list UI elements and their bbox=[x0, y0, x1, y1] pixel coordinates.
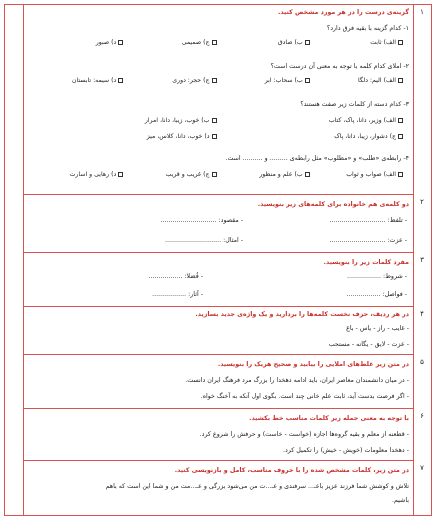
number-column-line bbox=[413, 5, 414, 515]
question-title: دو کلمه‌ی هم خانواده برای کلمه‌های زیر بنویسید. bbox=[257, 201, 409, 208]
question-1 bbox=[24, 5, 424, 195]
options-row bbox=[30, 39, 403, 46]
checkbox-icon[interactable] bbox=[118, 40, 123, 45]
checkbox-icon[interactable] bbox=[118, 78, 123, 83]
checkbox-icon[interactable] bbox=[305, 78, 310, 83]
options-row bbox=[30, 133, 403, 140]
text-line: - دهخدا معلومات (خویش - خیش) را تکمیل کرد. bbox=[282, 447, 409, 454]
question-6 bbox=[24, 409, 424, 461]
question-4 bbox=[24, 307, 424, 355]
option[interactable]: الف) الیم: دلگا bbox=[310, 77, 403, 84]
checkbox-icon[interactable] bbox=[398, 118, 403, 123]
question-title: مفرد کلمات زیر را بنویسید. bbox=[323, 259, 409, 266]
question-5 bbox=[24, 355, 424, 409]
question-title: در متن زیر غلط‌های املایی را بیابید و صحیح هریک را بنویسید. bbox=[217, 361, 409, 368]
options-row bbox=[30, 117, 403, 124]
blank-line[interactable]: - عزت: ............................ bbox=[329, 237, 407, 244]
sub-question: ۱- کدام گزینه با بقیه فرق دارد؟ bbox=[326, 25, 409, 32]
blank-line[interactable]: - تلفظ: ............................ bbox=[329, 217, 407, 224]
checkbox-icon[interactable] bbox=[398, 172, 403, 177]
option[interactable]: د) رهایی و اسارت bbox=[30, 171, 123, 178]
text-line: - اگر فرصت بدست آید، ثابت علم خانی چند است. بگوی اول آنکه به آخنگ خواه. bbox=[200, 393, 409, 400]
option[interactable]: ب) خوب، زیبا، دانا، امرار bbox=[30, 117, 217, 124]
text-line: - قطعنه از معلم و بقیه گروه‌ها اجازه (خواست - خاست) و حرفش را شروع کرد. bbox=[199, 431, 409, 438]
option[interactable]: ج) غریب و قریب bbox=[123, 171, 216, 178]
text-line: تلاش و کوشش شما فرزند عزیز باعـ... سرفندی و عـ...ت من می‌شود بزرگی و عـ...مت من و شما این است که باهم bbox=[105, 483, 409, 490]
checkbox-icon[interactable] bbox=[212, 172, 217, 177]
option[interactable]: الف) صواب و ثواب bbox=[310, 171, 403, 178]
question-number: ۱ bbox=[420, 8, 424, 16]
question-number: ۵ bbox=[420, 358, 424, 366]
blank-line[interactable]: - امثال: ............................ bbox=[165, 237, 243, 244]
blank-line[interactable]: - فُضلا: ................. bbox=[148, 273, 203, 280]
options-row bbox=[30, 77, 403, 84]
text-line: باشیم. bbox=[391, 497, 409, 504]
blank-line[interactable]: - فواصل: ................. bbox=[346, 291, 407, 298]
exam-page bbox=[4, 4, 432, 516]
blank-line[interactable]: - شروط: ................. bbox=[346, 273, 407, 280]
checkbox-icon[interactable] bbox=[118, 172, 123, 177]
question-3 bbox=[24, 253, 424, 307]
option[interactable]: الف) ثابت bbox=[310, 39, 403, 46]
checkbox-icon[interactable] bbox=[305, 40, 310, 45]
option[interactable]: ج) دشوار، زیبا، دانا، پاک bbox=[217, 133, 404, 140]
option[interactable]: ب) صادق bbox=[217, 39, 310, 46]
text-line: - غایب - راز - یاس - باغ bbox=[346, 325, 409, 332]
text-line: - عزت - لایق - یگانه - مستحب bbox=[328, 341, 409, 348]
sub-question: ۴- رابطه‌ی «طلب» و «مطلوب» مثل رابطه‌ی ......... و .......... است. bbox=[225, 155, 409, 162]
option[interactable]: د) سیمه: تابستان bbox=[30, 77, 123, 84]
option[interactable]: ب) علم و منظور bbox=[217, 171, 310, 178]
option[interactable]: د) صبور bbox=[30, 39, 123, 46]
checkbox-icon[interactable] bbox=[305, 172, 310, 177]
text-line: - در میان دانشمندان معاصر ایران، باید ادامه دهخدا را بزرگ مرد فرهنگ ایران دانست. bbox=[185, 377, 409, 384]
option[interactable]: ج) صمیمی bbox=[123, 39, 216, 46]
question-number: ۳ bbox=[420, 256, 424, 264]
checkbox-icon[interactable] bbox=[212, 40, 217, 45]
question-number: ۴ bbox=[420, 310, 424, 318]
question-title: در متن زیر، کلمات مشخص شده را با حروف مناسب، کامل و بازنویسی کنید. bbox=[174, 467, 409, 474]
question-number: ۷ bbox=[420, 464, 424, 472]
checkbox-icon[interactable] bbox=[398, 78, 403, 83]
sub-question: ۲- املای کدام کلمه با توجه به معنی آن درست است؟ bbox=[270, 63, 409, 70]
option[interactable]: د) خوب، دانا، کلاس، میز bbox=[30, 133, 217, 140]
checkbox-icon[interactable] bbox=[212, 118, 217, 123]
question-2 bbox=[24, 195, 424, 253]
checkbox-icon[interactable] bbox=[212, 78, 217, 83]
checkbox-icon[interactable] bbox=[398, 40, 403, 45]
option[interactable]: الف) وزیر، دانا، پاک، کتاب bbox=[217, 117, 404, 124]
blank-line[interactable]: - مقصود: ............................ bbox=[160, 217, 243, 224]
options-row bbox=[30, 171, 403, 178]
question-title: با توجه به معنی جمله زیر کلمات مناسب خط بکشید. bbox=[249, 415, 409, 422]
question-number: ۲ bbox=[420, 198, 424, 206]
question-7 bbox=[24, 461, 424, 517]
option[interactable]: ب) سحاب: ابر bbox=[217, 77, 310, 84]
checkbox-icon[interactable] bbox=[212, 134, 217, 139]
option[interactable]: ج) حجر: دوری bbox=[123, 77, 216, 84]
sub-question: ۳- کدام دسته از کلمات زیر صفت هستند؟ bbox=[300, 101, 409, 108]
checkbox-icon[interactable] bbox=[398, 134, 403, 139]
question-title: گزینه‌ی درست را در هر مورد مشخص کنید. bbox=[277, 9, 409, 16]
blank-line[interactable]: - آثار: ................. bbox=[152, 291, 203, 298]
question-number: ۶ bbox=[420, 412, 424, 420]
question-title: در هر ردیف، حرف نخست کلمه‌ها را بردارید و یک واژه‌ی جدید بسازید. bbox=[195, 311, 409, 318]
